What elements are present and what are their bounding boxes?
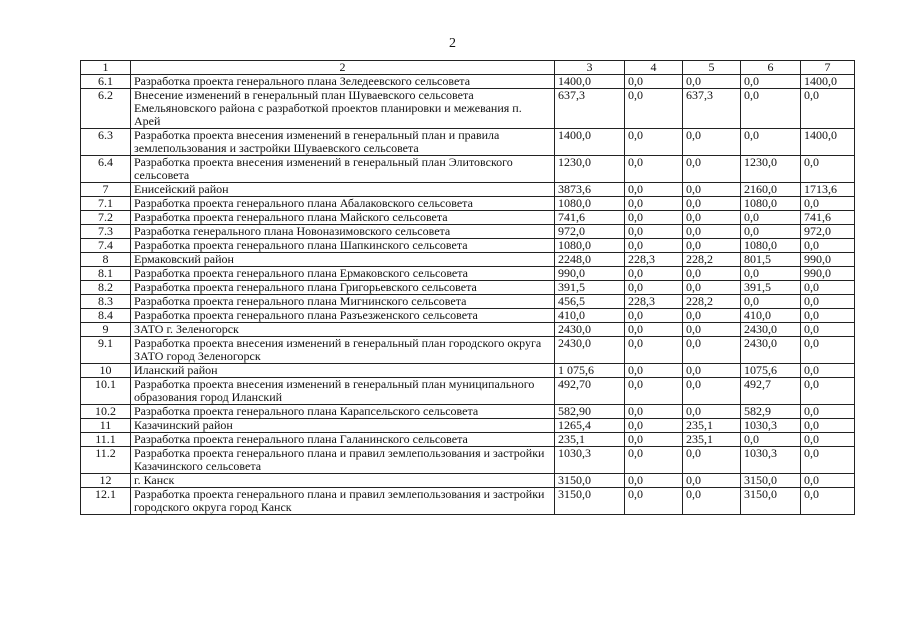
year-3-value: 0,0 [741, 89, 801, 129]
table-row [81, 447, 855, 474]
table-row [81, 183, 855, 197]
year-2-value: 0,0 [683, 183, 741, 197]
row-number: 6.3 [81, 129, 131, 156]
year-2-value: 0,0 [683, 267, 741, 281]
row-number: 12.1 [81, 488, 131, 515]
row-number: 6.4 [81, 156, 131, 183]
table-row [81, 405, 855, 419]
row-number: 8.3 [81, 295, 131, 309]
year-4-value: 0,0 [801, 433, 855, 447]
row-name: Разработка проекта генерального плана Галанинского сельсовета [131, 433, 555, 447]
year-2-value: 0,0 [683, 197, 741, 211]
year-4-value: 0,0 [801, 337, 855, 364]
year-3-value: 1030,3 [741, 419, 801, 433]
year-2-value: 0,0 [683, 281, 741, 295]
year-1-value: 0,0 [625, 89, 683, 129]
row-name: Разработка проекта генерального плана Абалаковского сельсовета [131, 197, 555, 211]
total-value: 1 075,6 [555, 364, 625, 378]
row-name: Разработка проекта генерального плана Шапкинского сельсовета [131, 239, 555, 253]
row-name: Разработка проекта генерального плана Мигнинского сельсовета [131, 295, 555, 309]
row-number: 8.2 [81, 281, 131, 295]
year-4-value: 990,0 [801, 267, 855, 281]
year-4-value: 0,0 [801, 378, 855, 405]
table-row [81, 488, 855, 515]
row-name: ЗАТО г. Зеленогорск [131, 323, 555, 337]
table-row [81, 323, 855, 337]
year-2-value: 0,0 [683, 488, 741, 515]
year-4-value: 0,0 [801, 405, 855, 419]
row-number: 9.1 [81, 337, 131, 364]
year-2-value: 0,0 [683, 211, 741, 225]
table-row [81, 419, 855, 433]
row-name: Внесение изменений в генеральный план Шуваевского сельсовета Емельяновского района с разработкой проектов планировки и межевания п. Арей [131, 89, 555, 129]
table-row [81, 239, 855, 253]
total-value: 637,3 [555, 89, 625, 129]
year-3-value: 0,0 [741, 129, 801, 156]
year-2-value: 0,0 [683, 405, 741, 419]
total-value: 410,0 [555, 309, 625, 323]
year-3-value: 0,0 [741, 295, 801, 309]
row-number: 8.1 [81, 267, 131, 281]
year-2-value: 0,0 [683, 309, 741, 323]
year-4-value: 972,0 [801, 225, 855, 239]
year-1-value: 0,0 [625, 364, 683, 378]
total-value: 3150,0 [555, 488, 625, 515]
table-row [81, 281, 855, 295]
year-4-value: 0,0 [801, 488, 855, 515]
table-row [81, 89, 855, 129]
year-1-value: 0,0 [625, 337, 683, 364]
row-number: 7.4 [81, 239, 131, 253]
year-3-value: 391,5 [741, 281, 801, 295]
page-number: 2 [449, 36, 456, 51]
year-1-value: 0,0 [625, 239, 683, 253]
row-name: Разработка проекта генерального плана Григорьевского сельсовета [131, 281, 555, 295]
table-row [81, 309, 855, 323]
year-4-value: 0,0 [801, 197, 855, 211]
year-2-value: 235,1 [683, 419, 741, 433]
year-1-value: 228,3 [625, 253, 683, 267]
column-header: 2 [131, 61, 555, 75]
table-row [81, 337, 855, 364]
year-3-value: 0,0 [741, 267, 801, 281]
table-row [81, 378, 855, 405]
year-3-value: 3150,0 [741, 474, 801, 488]
year-1-value: 0,0 [625, 225, 683, 239]
total-value: 1400,0 [555, 129, 625, 156]
year-4-value: 0,0 [801, 239, 855, 253]
table-body [81, 75, 855, 515]
column-header: 5 [683, 61, 741, 75]
year-4-value: 0,0 [801, 323, 855, 337]
year-3-value: 1030,3 [741, 447, 801, 474]
year-1-value: 0,0 [625, 433, 683, 447]
table-row [81, 253, 855, 267]
total-value: 235,1 [555, 433, 625, 447]
year-3-value: 2160,0 [741, 183, 801, 197]
year-2-value: 0,0 [683, 129, 741, 156]
row-number: 7 [81, 183, 131, 197]
row-name: Разработка проекта генерального плана Зеледеевского сельсовета [131, 75, 555, 89]
row-number: 11.1 [81, 433, 131, 447]
year-1-value: 0,0 [625, 419, 683, 433]
table-row [81, 75, 855, 89]
total-value: 1265,4 [555, 419, 625, 433]
table-row [81, 364, 855, 378]
table-row [81, 225, 855, 239]
year-1-value: 0,0 [625, 405, 683, 419]
year-2-value: 228,2 [683, 295, 741, 309]
row-name: Разработка проекта генерального плана Разъезженского сельсовета [131, 309, 555, 323]
row-name: Казачинский район [131, 419, 555, 433]
row-name: Енисейский район [131, 183, 555, 197]
total-value: 2430,0 [555, 323, 625, 337]
table-row [81, 129, 855, 156]
year-3-value: 801,5 [741, 253, 801, 267]
row-name: Разработка генерального плана Новоназимовского сельсовета [131, 225, 555, 239]
row-number: 8.4 [81, 309, 131, 323]
year-1-value: 0,0 [625, 281, 683, 295]
total-value: 2248,0 [555, 253, 625, 267]
row-name: г. Канск [131, 474, 555, 488]
table-row [81, 433, 855, 447]
year-3-value: 1075,6 [741, 364, 801, 378]
year-3-value: 492,7 [741, 378, 801, 405]
year-4-value: 0,0 [801, 295, 855, 309]
column-header: 3 [555, 61, 625, 75]
row-name: Разработка проекта внесения изменений в генеральный план городского округа ЗАТО город Зеленогорск [131, 337, 555, 364]
year-2-value: 0,0 [683, 239, 741, 253]
row-number: 10 [81, 364, 131, 378]
year-3-value: 0,0 [741, 433, 801, 447]
year-2-value: 637,3 [683, 89, 741, 129]
row-number: 12 [81, 474, 131, 488]
year-1-value: 0,0 [625, 378, 683, 405]
column-header: 6 [741, 61, 801, 75]
row-name: Разработка проекта генерального плана Майского сельсовета [131, 211, 555, 225]
plan-table [80, 60, 855, 515]
year-3-value: 2430,0 [741, 323, 801, 337]
row-name: Разработка проекта внесения изменений в генеральный план и правила землепользования и застройки Шуваевского сельсовета [131, 129, 555, 156]
year-2-value: 0,0 [683, 225, 741, 239]
year-1-value: 0,0 [625, 267, 683, 281]
year-4-value: 741,6 [801, 211, 855, 225]
year-4-value: 0,0 [801, 309, 855, 323]
year-3-value: 1080,0 [741, 197, 801, 211]
row-number: 11.2 [81, 447, 131, 474]
year-4-value: 1400,0 [801, 129, 855, 156]
year-2-value: 0,0 [683, 323, 741, 337]
year-1-value: 0,0 [625, 197, 683, 211]
total-value: 3150,0 [555, 474, 625, 488]
row-number: 7.2 [81, 211, 131, 225]
year-4-value: 0,0 [801, 419, 855, 433]
year-2-value: 228,2 [683, 253, 741, 267]
row-name: Ермаковский район [131, 253, 555, 267]
year-2-value: 0,0 [683, 364, 741, 378]
row-name: Разработка проекта генерального плана и правил землепользования и застройки городского округа город Канск [131, 488, 555, 515]
year-4-value: 0,0 [801, 89, 855, 129]
year-3-value: 3150,0 [741, 488, 801, 515]
year-3-value: 410,0 [741, 309, 801, 323]
row-name: Разработка проекта генерального плана Карапсельского сельсовета [131, 405, 555, 419]
total-value: 492,70 [555, 378, 625, 405]
total-value: 1030,3 [555, 447, 625, 474]
table-row [81, 211, 855, 225]
total-value: 1080,0 [555, 197, 625, 211]
year-1-value: 0,0 [625, 129, 683, 156]
year-1-value: 0,0 [625, 323, 683, 337]
header-row [81, 61, 855, 75]
year-1-value: 0,0 [625, 211, 683, 225]
row-number: 10.2 [81, 405, 131, 419]
row-number: 10.1 [81, 378, 131, 405]
year-3-value: 0,0 [741, 225, 801, 239]
row-number: 7.1 [81, 197, 131, 211]
year-2-value: 0,0 [683, 447, 741, 474]
year-2-value: 0,0 [683, 156, 741, 183]
year-2-value: 235,1 [683, 433, 741, 447]
row-number: 11 [81, 419, 131, 433]
year-1-value: 0,0 [625, 447, 683, 474]
total-value: 2430,0 [555, 337, 625, 364]
year-4-value: 0,0 [801, 156, 855, 183]
total-value: 391,5 [555, 281, 625, 295]
total-value: 1080,0 [555, 239, 625, 253]
total-value: 972,0 [555, 225, 625, 239]
row-number: 9 [81, 323, 131, 337]
year-4-value: 0,0 [801, 474, 855, 488]
year-2-value: 0,0 [683, 337, 741, 364]
total-value: 741,6 [555, 211, 625, 225]
year-4-value: 990,0 [801, 253, 855, 267]
year-4-value: 1400,0 [801, 75, 855, 89]
total-value: 3873,6 [555, 183, 625, 197]
year-2-value: 0,0 [683, 474, 741, 488]
year-3-value: 0,0 [741, 211, 801, 225]
year-3-value: 1080,0 [741, 239, 801, 253]
year-3-value: 0,0 [741, 75, 801, 89]
table-row [81, 474, 855, 488]
year-1-value: 0,0 [625, 474, 683, 488]
column-header: 4 [625, 61, 683, 75]
row-number: 8 [81, 253, 131, 267]
year-1-value: 0,0 [625, 156, 683, 183]
total-value: 456,5 [555, 295, 625, 309]
column-header: 7 [801, 61, 855, 75]
year-1-value: 0,0 [625, 183, 683, 197]
row-number: 6.1 [81, 75, 131, 89]
table-row [81, 156, 855, 183]
year-1-value: 0,0 [625, 309, 683, 323]
year-2-value: 0,0 [683, 378, 741, 405]
row-name: Разработка проекта внесения изменений в генеральный план Элитовского сельсовета [131, 156, 555, 183]
total-value: 990,0 [555, 267, 625, 281]
year-3-value: 1230,0 [741, 156, 801, 183]
row-name: Разработка проекта генерального плана Ермаковского сельсовета [131, 267, 555, 281]
year-4-value: 0,0 [801, 364, 855, 378]
row-number: 7.3 [81, 225, 131, 239]
table-row [81, 267, 855, 281]
year-3-value: 2430,0 [741, 337, 801, 364]
row-name: Разработка проекта внесения изменений в генеральный план муниципального образования город Иланский [131, 378, 555, 405]
year-1-value: 0,0 [625, 75, 683, 89]
year-1-value: 228,3 [625, 295, 683, 309]
year-2-value: 0,0 [683, 75, 741, 89]
row-name: Разработка проекта генерального плана и правил землепользования и застройки Казачинского сельсовета [131, 447, 555, 474]
total-value: 1400,0 [555, 75, 625, 89]
table-row [81, 295, 855, 309]
year-1-value: 0,0 [625, 488, 683, 515]
row-name: Иланский район [131, 364, 555, 378]
year-4-value: 1713,6 [801, 183, 855, 197]
total-value: 1230,0 [555, 156, 625, 183]
row-number: 6.2 [81, 89, 131, 129]
column-header: 1 [81, 61, 131, 75]
year-3-value: 582,9 [741, 405, 801, 419]
table-row [81, 197, 855, 211]
year-4-value: 0,0 [801, 281, 855, 295]
year-4-value: 0,0 [801, 447, 855, 474]
total-value: 582,90 [555, 405, 625, 419]
